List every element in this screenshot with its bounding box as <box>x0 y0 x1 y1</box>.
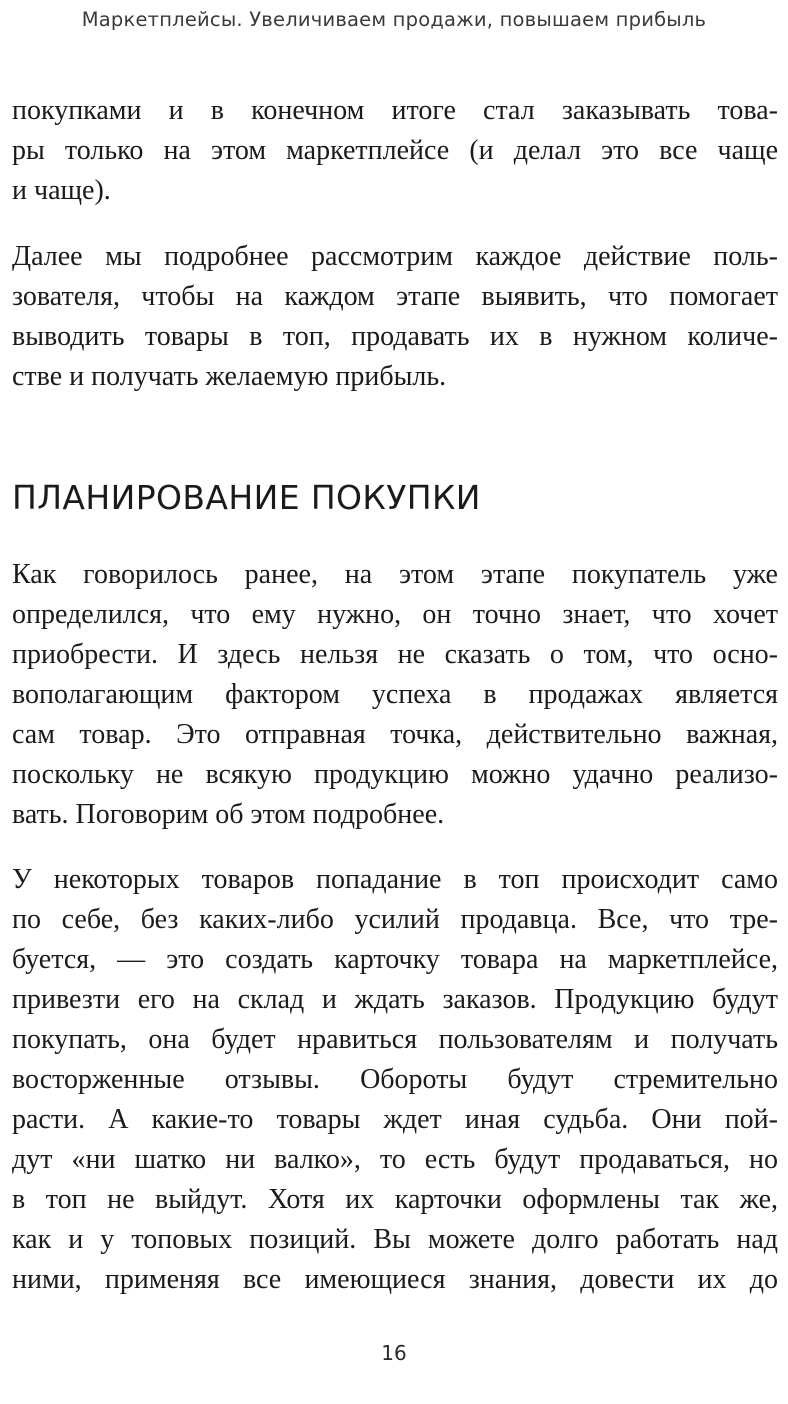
text-line: У некоторых товаров попадание в топ происходит само <box>12 864 778 895</box>
text-line: сам товар. Это отправная точка, действительно важная, <box>12 719 778 750</box>
text-line: как и у топовых позиций. Вы можете долго работать над <box>12 1224 778 1255</box>
text-line: выводить товары в топ, продавать их в нужном количе- <box>12 321 778 352</box>
text-line: вать. Поговорим об этом подробнее. <box>12 799 445 830</box>
paragraph-continuation <box>12 91 778 211</box>
text-line: приобрести. И здесь нельзя не сказать о том, что осно- <box>12 639 778 670</box>
section-paragraph <box>12 555 778 835</box>
text-line: Далее мы подробнее рассмотрим каждое действие поль- <box>12 241 778 272</box>
text-line: восторженные отзывы. Обороты будут стремительно <box>12 1064 778 1095</box>
text-line: Как говорилось ранее, на этом этапе покупатель уже <box>12 559 778 590</box>
text-line: буется, — это создать карточку товара на маркетплейсе, <box>12 944 778 975</box>
section-paragraph <box>12 860 778 1300</box>
text-line: покупать, она будет нравиться пользователям и получать <box>12 1024 778 1055</box>
text-line: привезти его на склад и ждать заказов. Продукцию будут <box>12 984 778 1015</box>
text-line: расти. А какие-то товары ждет иная судьба. Они пой- <box>12 1104 778 1135</box>
text-line: ними, применяя все имеющиеся знания, довести их до <box>12 1264 778 1295</box>
text-line: ры только на этом маркетплейсе (и делал это все чаще <box>12 135 778 166</box>
text-line: покупками и в конечном итоге стал заказывать това- <box>12 95 778 126</box>
text-line: по себе, без каких-либо усилий продавца. Все, что тре- <box>12 904 778 935</box>
text-line: стве и получать желаемую прибыль. <box>12 361 447 392</box>
section-heading: ПЛАНИРОВАНИЕ ПОКУПКИ <box>12 478 481 517</box>
text-line: и чаще). <box>12 175 111 206</box>
text-line: зователя, чтобы на каждом этапе выявить, что помогает <box>12 281 778 312</box>
text-line: дут «ни шатко ни валко», то есть будут продаваться, но <box>12 1144 778 1175</box>
paragraph-intro <box>12 237 778 397</box>
text-line: поскольку не всякую продукцию можно удачно реализо- <box>12 759 778 790</box>
page-number: 16 <box>381 1341 407 1365</box>
text-line: вополагающим фактором успеха в продажах является <box>12 679 778 710</box>
text-line: определился, что ему нужно, он точно знает, что хочет <box>12 599 778 630</box>
text-line: в топ не выйдут. Хотя их карточки оформлены так же, <box>12 1184 778 1215</box>
running-head: Маркетплейсы. Увеличиваем продажи, повышаем прибыль <box>81 8 707 31</box>
